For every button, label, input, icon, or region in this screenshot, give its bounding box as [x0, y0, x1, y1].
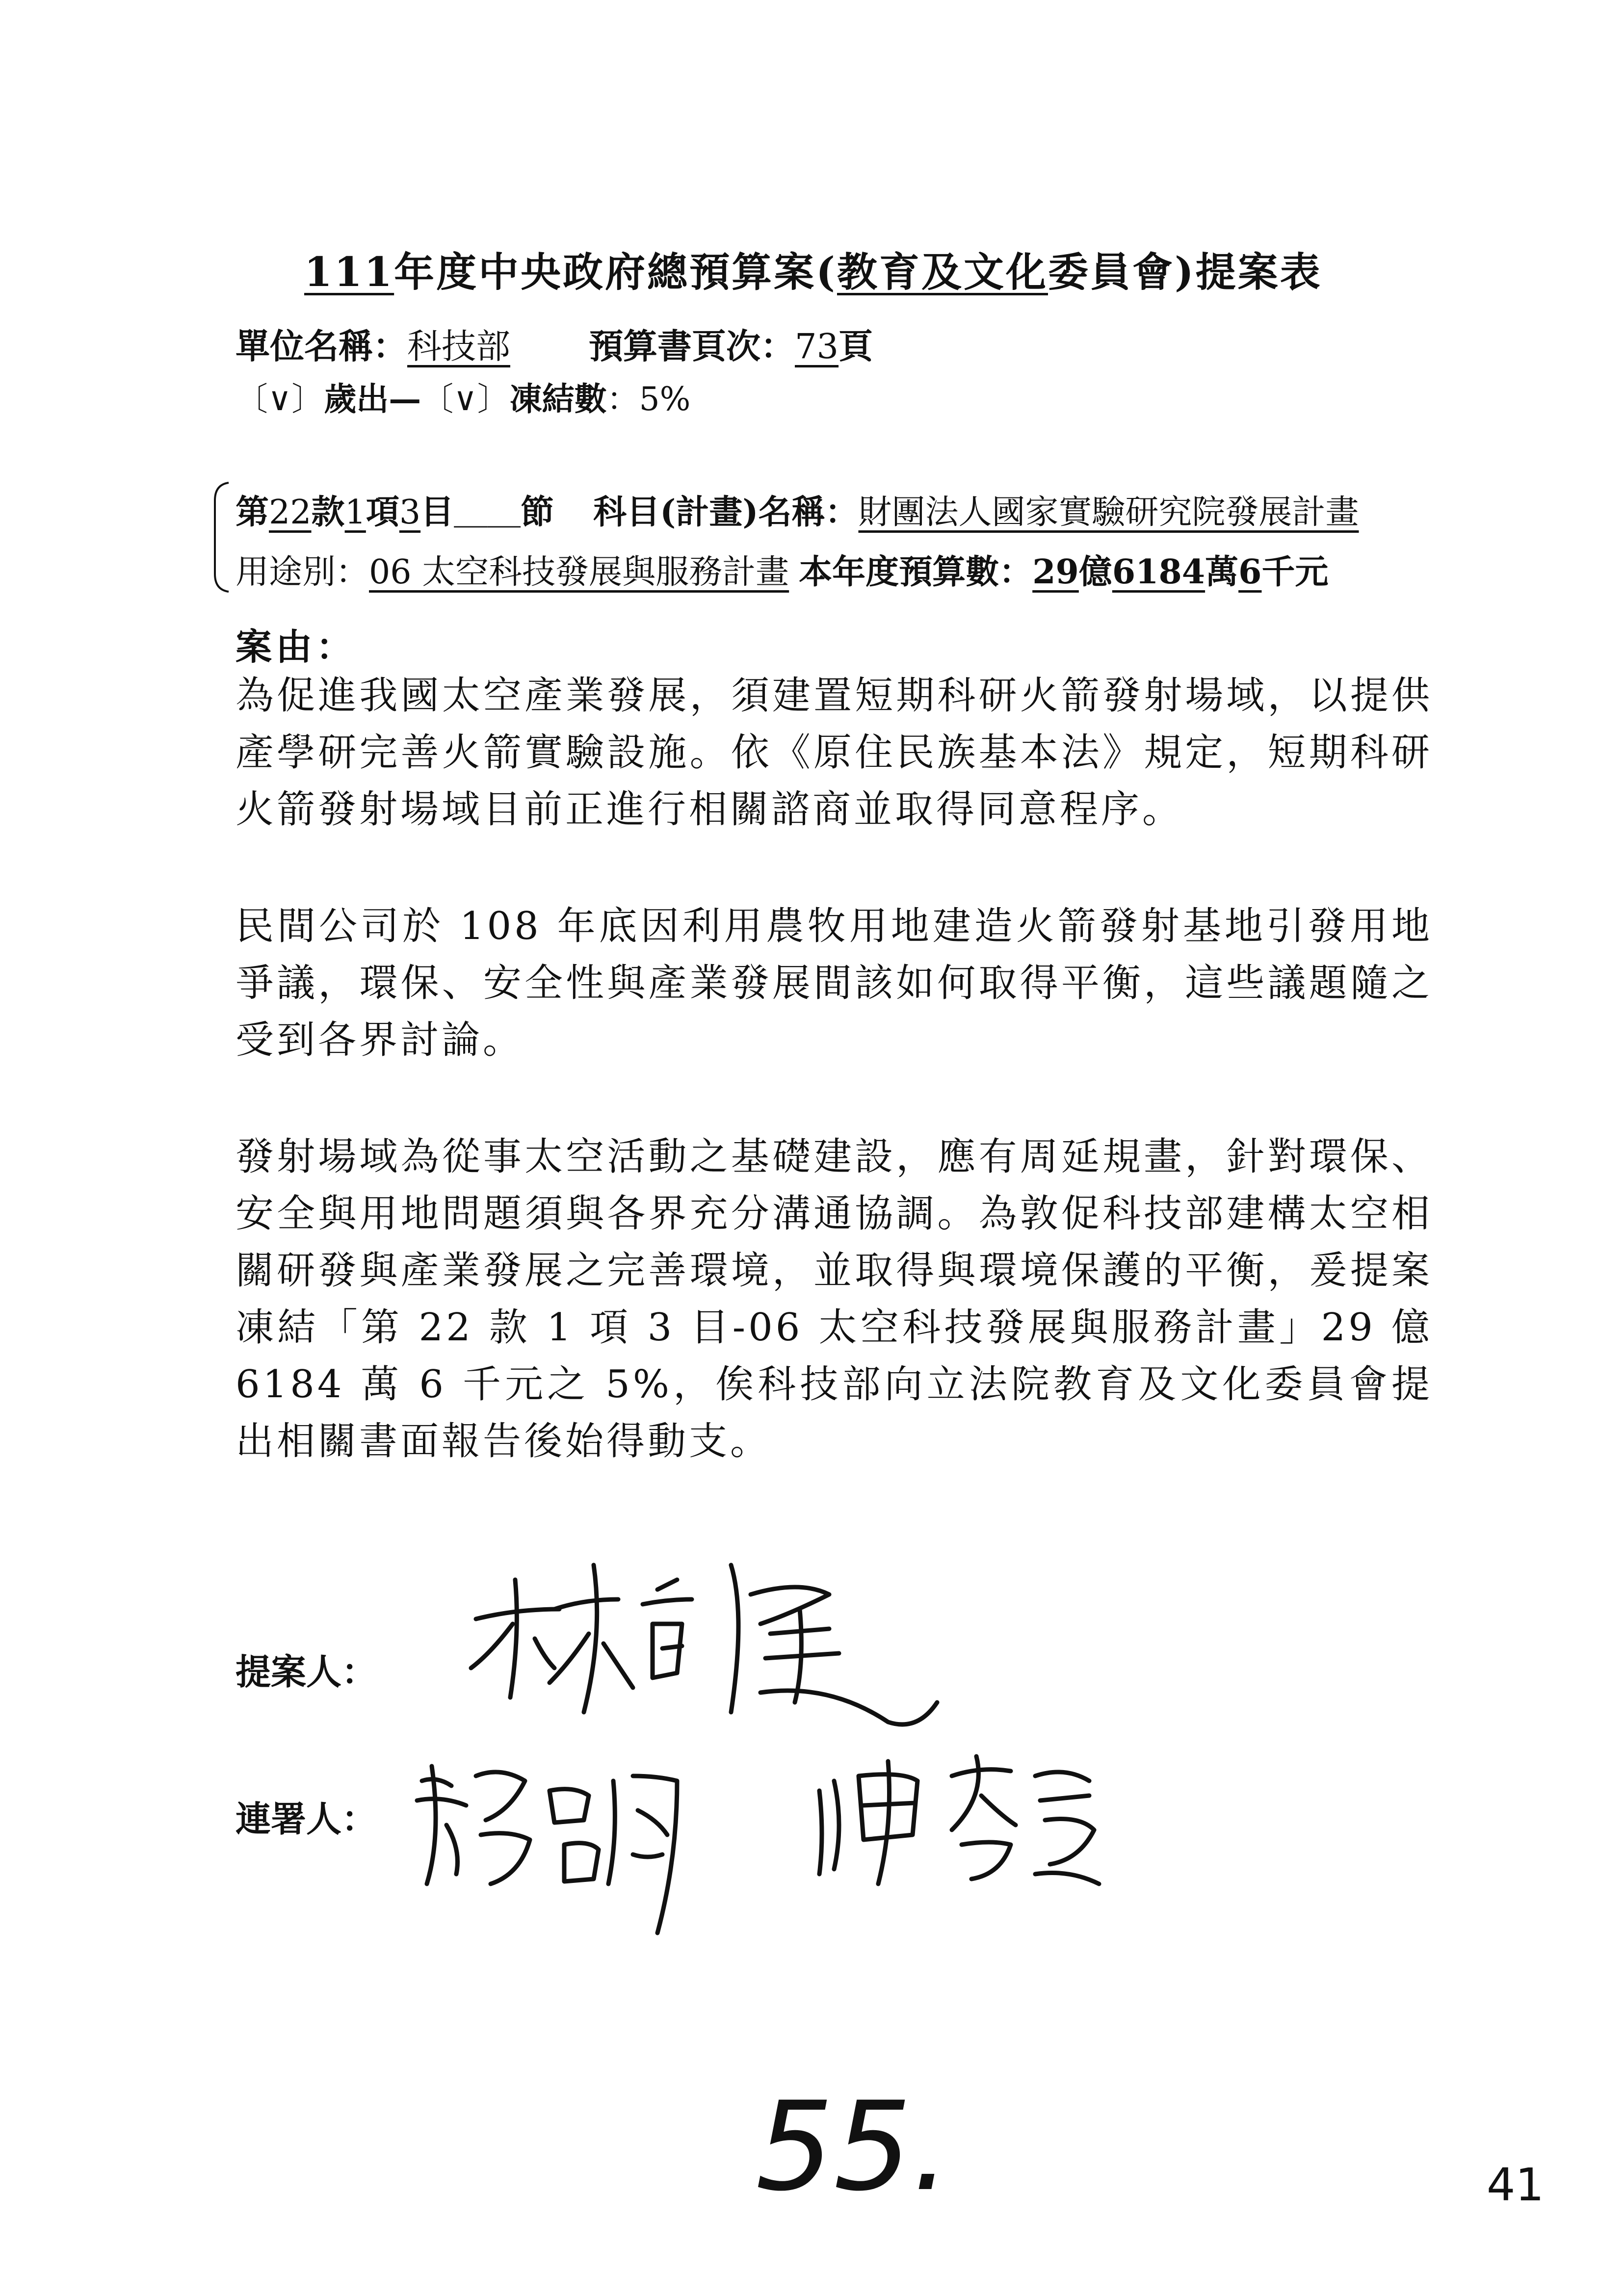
handwritten-number: 55.	[756, 2075, 951, 2218]
xiang-suffix: 項	[366, 493, 399, 532]
page-number: 41	[1487, 2159, 1545, 2211]
budget-amount-label: 本年度預算數：	[799, 552, 1033, 592]
cosigner-signature-1	[402, 1737, 785, 1943]
document-title	[304, 240, 1322, 298]
mu-suffix: 目	[420, 493, 454, 532]
xiang-number: 1	[344, 493, 366, 532]
kuan-prefix: 第	[236, 493, 269, 532]
title-end: 委員會)提案表	[1048, 249, 1322, 296]
jie-blank: ＿＿	[454, 493, 521, 532]
reason-paragraph: 發射場域為從事太空活動之基礎建設，應有周延規畫，針對環保、安全與用地問題須與各界充分溝通協調。為敦促科技部建構太空相關研發與產業發展之完善環境，並取得與環境保護的平衡，爰提案凍結「第 22 款 1 項 3 目-06 太空科技發展與服務計畫」29 億 6184 萬 6 千元之 5%，俟科技部向立法院教育及文化委員會提出相關書面報告後始得動支。	[236, 1135, 1433, 1463]
title-middle: 年度中央政府總預算案(	[394, 249, 837, 296]
freeze-value: 5%	[639, 380, 691, 418]
usage-value: 06 太空科技發展與服務計畫	[369, 553, 789, 592]
cosigner-label: 連署人：	[236, 1798, 377, 1840]
amount-yi: 29	[1032, 552, 1079, 592]
budget-item-row-2	[236, 546, 1328, 593]
jie-suffix: 節	[521, 493, 554, 532]
usage-label: 用途別：	[236, 553, 369, 592]
subject-value: 財團法人國家實驗研究院發展計畫	[858, 493, 1359, 532]
amount-qian-suffix: 千元	[1261, 552, 1329, 592]
amount-qian: 6	[1238, 552, 1262, 592]
budget-page-label: 預算書頁次：	[589, 326, 795, 366]
proposer-signature	[456, 1536, 947, 1742]
title-year: 111	[304, 249, 394, 296]
unit-value: 科技部	[407, 326, 510, 366]
amount-wan-suffix: 萬	[1205, 552, 1239, 592]
type-line	[236, 373, 690, 419]
subject-label: 科目(計畫)名稱：	[593, 493, 859, 532]
amount-wan: 6184	[1112, 552, 1205, 592]
reason-paragraph: 為促進我國太空產業發展，須建置短期科研火箭發射場域，以提供產學研完善火箭實驗設施。依《原住民族基本法》規定，短期科研火箭發射場域目前正進行相關諮商並取得同意程序。	[236, 674, 1433, 832]
budget-page-suffix: 頁	[838, 326, 873, 366]
bracket-icon	[211, 481, 231, 594]
unit-line	[236, 319, 873, 368]
reason-paragraph: 民間公司於 108 年底因利用農牧用地建造火箭發射基地引發用地爭議，環保、安全性與產業發展間該如何取得平衡，這些議題隨之受到各界討論。	[236, 904, 1433, 1062]
kuan-number: 22	[269, 493, 312, 532]
freeze-checkbox: 〔∨〕	[421, 380, 510, 418]
freeze-label: 凍結數	[509, 380, 607, 418]
budget-item-row-1	[236, 486, 1359, 533]
title-committee: 教育及文化	[837, 249, 1048, 296]
mu-number: 3	[399, 493, 421, 532]
cosigner-signature-2	[805, 1747, 1109, 1894]
unit-label: 單位名稱：	[236, 326, 407, 366]
kuan-suffix: 款	[311, 493, 345, 532]
reason-heading: 案由：	[236, 626, 356, 668]
expenditure-checkbox: 〔∨〕	[236, 380, 324, 418]
freeze-sep: ：	[606, 380, 639, 418]
expenditure-label: 歲出—	[324, 380, 421, 418]
budget-page-value: 73	[795, 326, 839, 366]
proposer-label: 提案人：	[236, 1651, 377, 1693]
amount-yi-suffix: 億	[1078, 552, 1112, 592]
